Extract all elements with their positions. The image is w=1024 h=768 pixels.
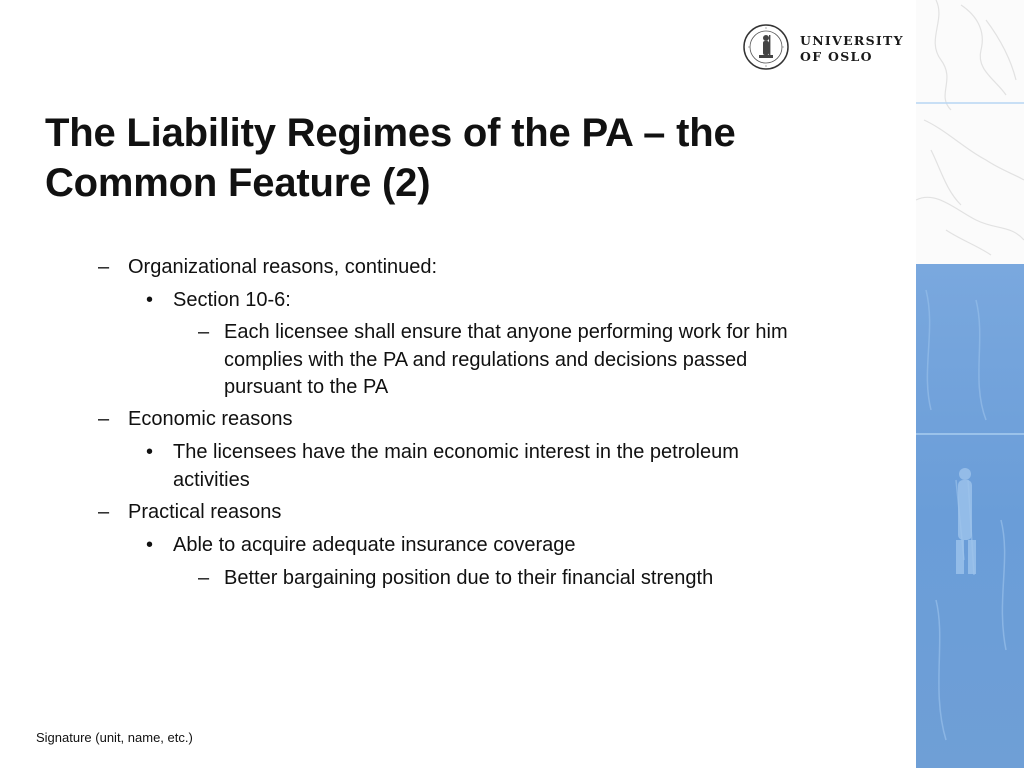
logo-wordmark	[800, 33, 904, 65]
university-seal-icon	[742, 23, 790, 71]
university-logo	[742, 23, 902, 73]
list-item-text: Economic reasons	[128, 408, 293, 430]
dash-marker: –	[98, 408, 110, 430]
list-item-text: Able to acquire adequate insurance coverage	[173, 534, 576, 556]
dash-marker: –	[198, 567, 210, 589]
list-item-text-line: pursuant to the PA	[224, 376, 389, 398]
bullet-marker: •	[146, 534, 154, 556]
list-item-text: Better bargaining position due to their financial strength	[224, 567, 714, 589]
list-item-text-line: Each licensee shall ensure that anyone performing work for him	[224, 321, 788, 343]
list-item-text: Practical reasons	[128, 501, 282, 523]
list-item	[98, 254, 438, 282]
dash-marker: –	[98, 256, 110, 278]
list-item	[198, 565, 714, 593]
list-item	[198, 319, 788, 402]
list-item-text-line: activities	[173, 468, 250, 491]
slide-title	[45, 108, 905, 208]
list-item	[146, 439, 739, 494]
dash-marker: –	[198, 321, 210, 343]
logo-line-2: OF OSLO	[800, 49, 873, 64]
footer-signature: Signature (unit, name, etc.)	[36, 730, 193, 745]
list-item-text-line: The licensees have the main economic interest in the petroleum	[173, 441, 739, 463]
dash-marker: –	[98, 501, 110, 523]
title-line-1: The Liability Regimes of the PA – the	[45, 111, 736, 155]
logo-line-1: UNIVERSITY	[800, 33, 904, 48]
list-item	[146, 287, 291, 315]
bullet-marker: •	[146, 441, 154, 463]
bullet-marker: •	[146, 289, 154, 311]
list-item	[146, 532, 576, 560]
list-item	[98, 406, 293, 434]
list-item-text-line: complies with the PA and regulations and decisions passed	[224, 348, 748, 371]
title-line-2: Common Feature (2)	[45, 161, 431, 205]
side-decorative-panel	[916, 0, 1024, 768]
decorative-figure-image	[916, 0, 1024, 768]
list-item-text: Organizational reasons, continued:	[128, 256, 438, 278]
list-item	[98, 499, 282, 527]
list-item-text: Section 10-6:	[173, 289, 291, 311]
